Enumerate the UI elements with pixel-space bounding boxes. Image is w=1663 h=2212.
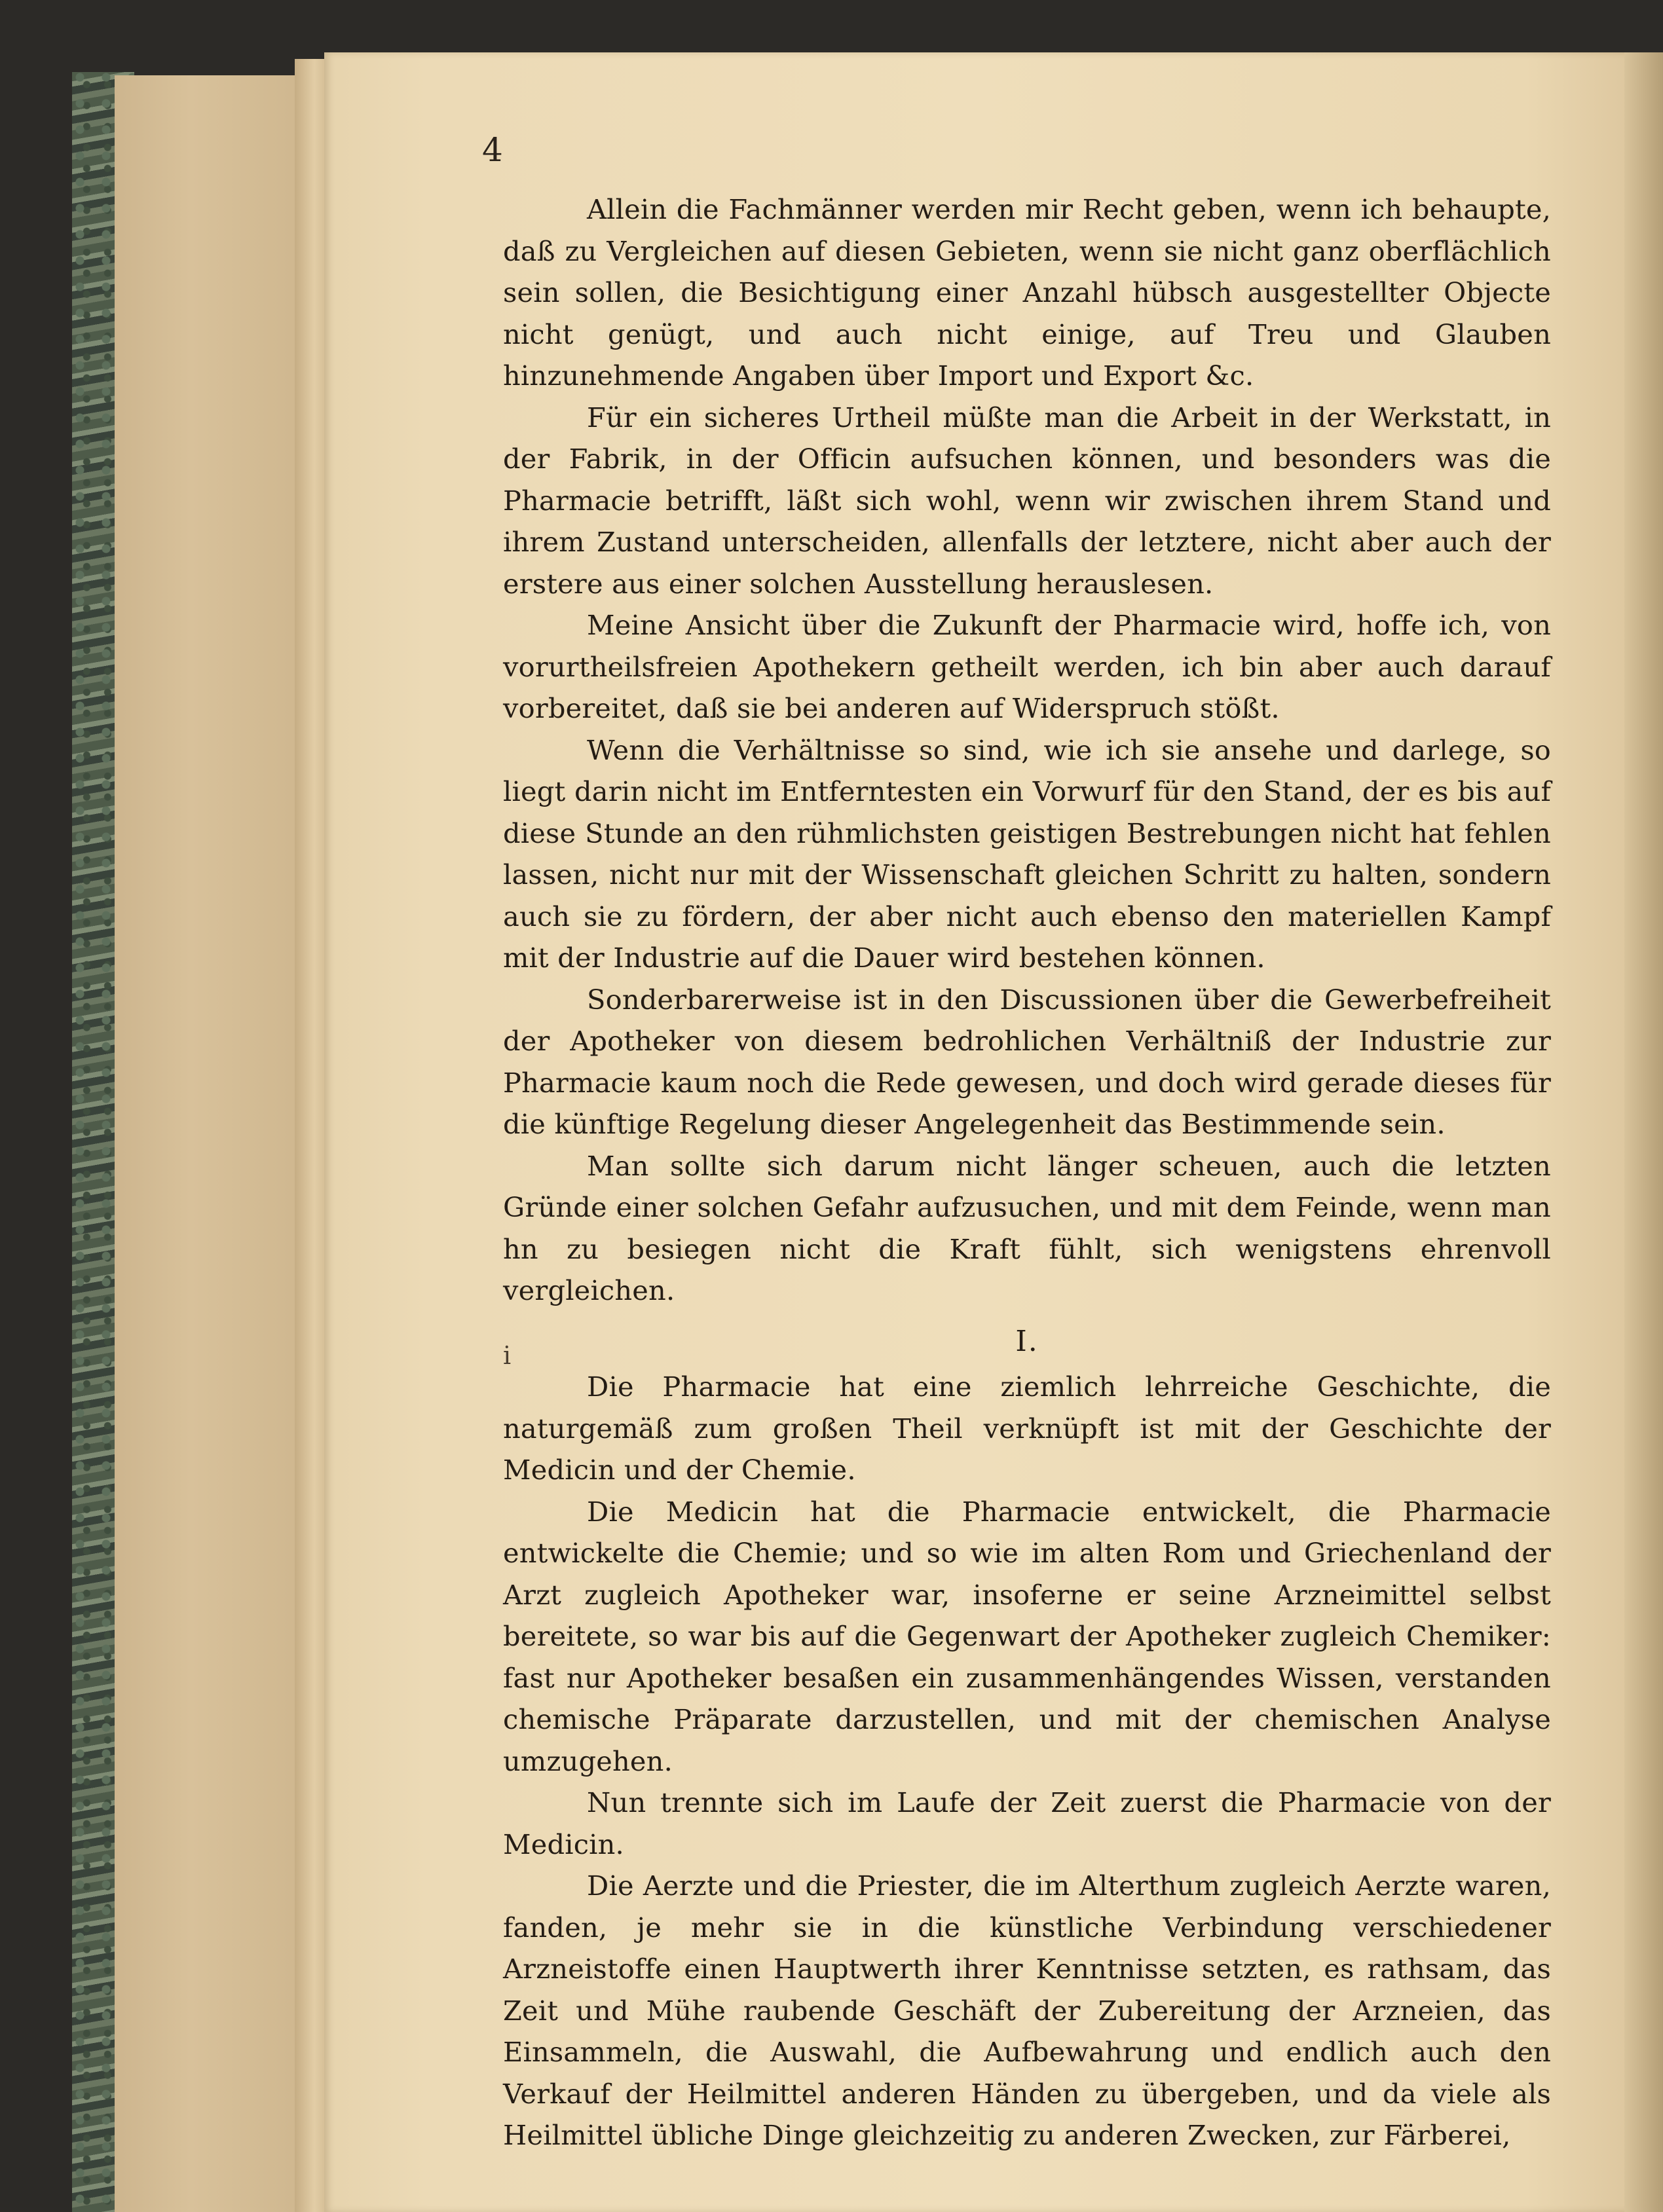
book-cover-board xyxy=(115,75,305,2212)
paragraph: Die Aerzte und die Priester, die im Alterthum zugleich Aerzte waren, fanden, je mehr sie in die künstliche Verbindung verschiedener Arzneistoffe einen Hauptwerth ihrer Kenntnisse setzten, es rathsam, das Zeit und Mühe raubende Geschäft der Zubereitung der Arzneien, das Einsammeln, die Auswahl, die Aufbewahrung und endlich auch den Verkauf der Heilmittel anderen Händen zu übergeben, und da viele als Heilmittel übliche Dinge gleichzeitig zu anderen Zwecken, zur Färberei, xyxy=(503,1870,1551,2151)
stray-mark: i xyxy=(503,1340,513,1370)
page-fold-edge xyxy=(1624,52,1663,2212)
paragraph: Für ein sicheres Urtheil müßte man die Arbeit in der Werkstatt, in der Fabrik, in der Officin aufsuchen können, und besonders was die Pharmacie betrifft, läßt sich wohl, wenn wir zwischen ihrem Stand und ihrem Zustand unterscheiden, allenfalls der letztere, nicht aber auch der erstere aus einer solchen Ausstellung herauslesen. xyxy=(503,401,1551,600)
paragraph: Nun trennte sich im Laufe der Zeit zuerst die Pharmacie von der Medicin. xyxy=(503,1786,1551,1860)
paragraph: Allein die Fachmänner werden mir Recht geben, wenn ich behaupte, daß zu Vergleichen auf diesen Gebieten, wenn sie nicht ganz oberflächlich sein sollen, die Besichtigung einer Anzahl hübsch ausgestellter Objecte nicht genügt, und auch nicht einige, auf Treu und Glauben hinzunehmende Angaben über Import und Export &c. xyxy=(503,193,1551,392)
page-text xyxy=(503,189,1551,2156)
paragraph: Wenn die Verhältnisse so sind, wie ich sie ansehe und darlege, so liegt darin nicht im Entferntesten ein Vorwurf für den Stand, der es bis auf diese Stunde an den rühmlichsten geistigen Bestrebungen nicht hat fehlen lassen, nicht nur mit der Wissenschaft gleichen Schritt zu halten, sondern auch sie zu fördern, der aber nicht auch ebenso den materiellen Kampf mit der Industrie auf die Dauer wird bestehen können. xyxy=(503,733,1551,974)
page-number: 4 xyxy=(482,131,503,169)
section-heading-text: I. xyxy=(1015,1324,1039,1358)
section-heading xyxy=(503,1321,1551,1370)
paragraph: Die Pharmacie hat eine ziemlich lehrreiche Geschichte, die naturgemäß zum großen Theil verknüpft ist mit der Geschichte der Medicin und der Chemie. xyxy=(503,1371,1551,1486)
paragraph: Die Medicin hat die Pharmacie entwickelt, die Pharmacie entwickelte die Chemie; und so wie im alten Rom und Griechenland der Arzt zugleich Apotheker war, insoferne er seine Arzneimittel selbst bereitete, so war bis auf die Gegenwart der Apotheker zugleich Chemiker: fast nur Apotheker besaßen ein zusammenhängendes Wissen, verstanden chemische Präparate darzustellen, und mit der chemischen Analyse umzugehen. xyxy=(503,1495,1551,1777)
paragraph: Meine Ansicht über die Zukunft der Pharmacie wird, hoffe ich, von vorurtheilsfreien Apothekern getheilt werden, ich bin aber auch darauf vorbereitet, daß sie bei anderen auf Widerspruch stößt. xyxy=(503,609,1551,724)
paragraph: Man sollte sich darum nicht länger scheuen, auch die letzten Gründe einer solchen Gefahr aufzusuchen, und mit dem Feinde, wenn man hn zu besiegen nicht die Kraft fühlt, sich wenigstens ehrenvoll vergleichen. xyxy=(503,1149,1551,1306)
paragraph: Sonderbarerweise ist in den Discussionen über die Gewerbefreiheit der Apotheker von diesem bedrohlichen Verhältniß der Industrie zur Pharmacie kaum noch die Rede gewesen, und doch wird gerade dieses für die künftige Regelung dieser Angelegenheit das Bestimmende sein. xyxy=(503,983,1551,1140)
